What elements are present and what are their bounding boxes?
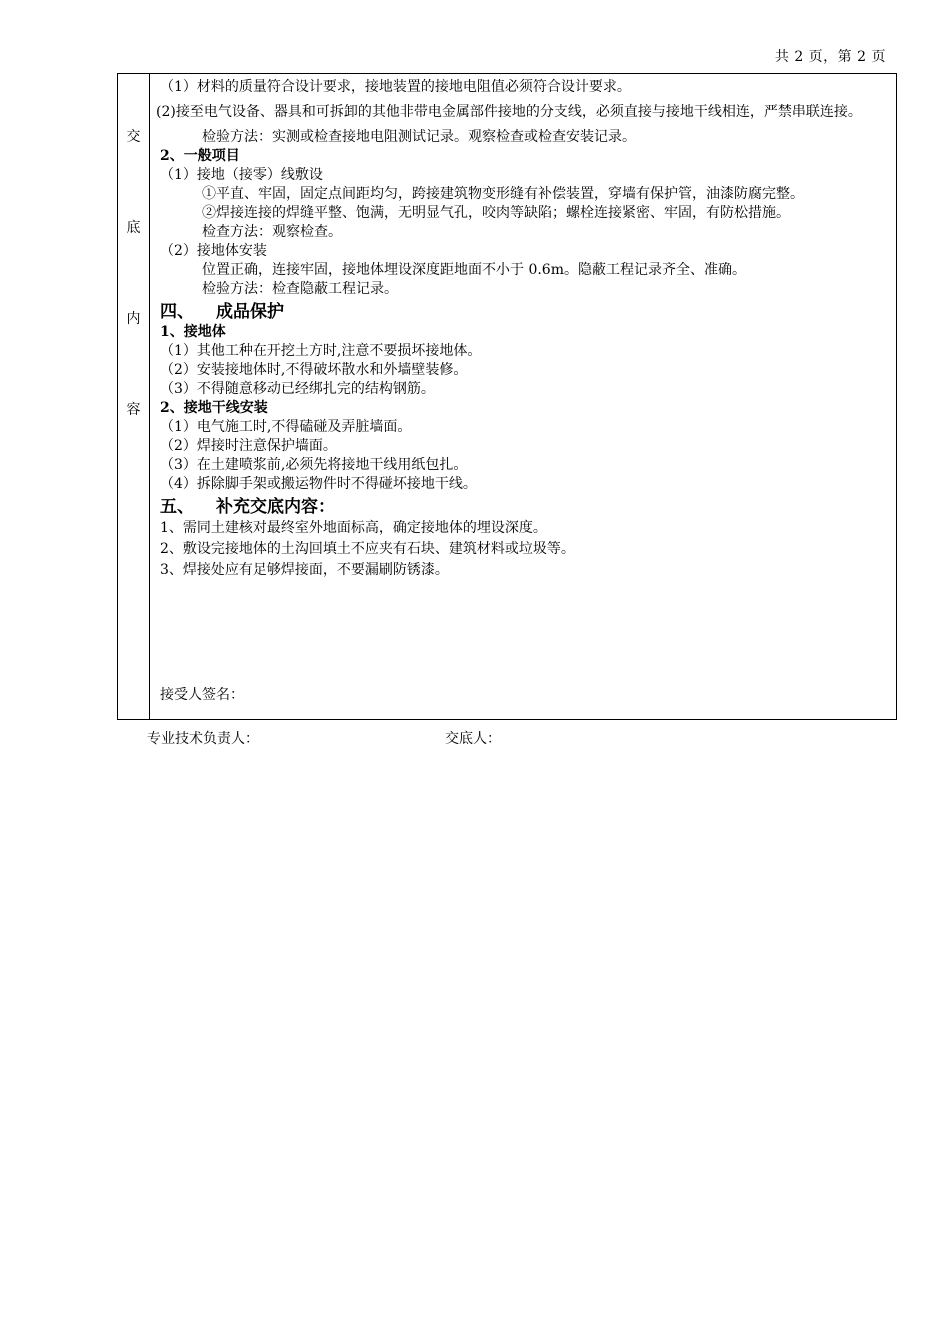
subsection-heading: 1、接地体	[160, 324, 226, 340]
requirement-item: ②焊接连接的焊缝平整、饱满，无明显气孔，咬肉等缺陷；螺栓连接紧密、牢固，有防松措施。	[202, 205, 790, 221]
left-label-char: 底	[126, 220, 141, 236]
section-heading: 2、一般项目	[160, 148, 240, 164]
inspection-method: 检验方法：检查隐蔽工程记录。	[202, 281, 398, 297]
left-label-column	[118, 74, 150, 719]
recipient-signature-label: 接受人签名：	[160, 687, 244, 703]
section-title: 补充交底内容：	[216, 497, 335, 517]
protection-item: （4）拆除脚手架或搬运物件时不得碰坏接地干线。	[160, 476, 477, 492]
requirement-item: ①平直、牢固，固定点间距均匀，跨接建筑物变形缝有补偿装置，穿墙有保护管，油漆防腐完整。	[202, 186, 804, 202]
protection-item: （3）在土建喷浆前,必须先将接地干线用纸包扎。	[160, 457, 468, 473]
section-heading	[160, 496, 890, 518]
left-label-char: 内	[126, 311, 141, 327]
disclosure-table	[117, 73, 897, 720]
left-label-char: 交	[126, 129, 141, 145]
protection-item: （1）电气施工时,不得磕碰及弄脏墙面。	[160, 419, 412, 435]
requirement-item: 位置正确，连接牢固，接地体埋设深度距地面不小于 0.6m。隐蔽工程记录齐全、准确。	[202, 262, 746, 278]
handover-person-label: 交底人：	[445, 731, 501, 747]
protection-item: （1）其他工种在开挖土方时,注意不要损坏接地体。	[160, 343, 482, 359]
main-requirement: （1）材料的质量符合设计要求，接地装置的接地电阻值必须符合设计要求。	[160, 79, 631, 95]
disclosure-content	[156, 78, 890, 581]
subsection-title: （2）接地体安装	[160, 243, 267, 259]
page-info: 共 2 页，第 2 页	[774, 49, 886, 65]
inspection-method: 检验方法：实测或检查接地电阻测试记录。观察检查或检查安装记录。	[202, 129, 636, 145]
main-requirement: (2)接至电气设备、器具和可拆卸的其他非带电金属部件接地的分支线，必须直接与接地干线相连，严禁串联连接。	[156, 104, 862, 120]
left-label-char: 容	[126, 402, 141, 418]
protection-item: （3）不得随意移动已经绑扎完的结构钢筋。	[160, 381, 435, 397]
protection-item: （2）焊接时注意保护墙面。	[160, 438, 337, 454]
supplement-item: 1、需同土建核对最终室外地面标高，确定接地体的埋设深度。	[160, 520, 547, 536]
section-title: 成品保护	[216, 302, 284, 322]
section-number: 四、	[160, 302, 194, 322]
section-heading	[160, 301, 890, 323]
supplement-item: 2、敷设完接地体的土沟回填土不应夹有石块、建筑材料或垃圾等。	[160, 541, 575, 557]
supplement-item: 3、焊接处应有足够焊接面，不要漏刷防锈漆。	[160, 562, 449, 578]
protection-item: （2）安装接地体时,不得破坏散水和外墙壁装修。	[160, 362, 468, 378]
section-number: 五、	[160, 497, 194, 517]
tech-lead-label: 专业技术负责人：	[147, 731, 259, 747]
subsection-heading: 2、接地干线安装	[160, 400, 268, 416]
inspection-method: 检查方法：观察检查。	[202, 224, 342, 240]
subsection-title: （1）接地（接零）线敷设	[160, 167, 323, 183]
